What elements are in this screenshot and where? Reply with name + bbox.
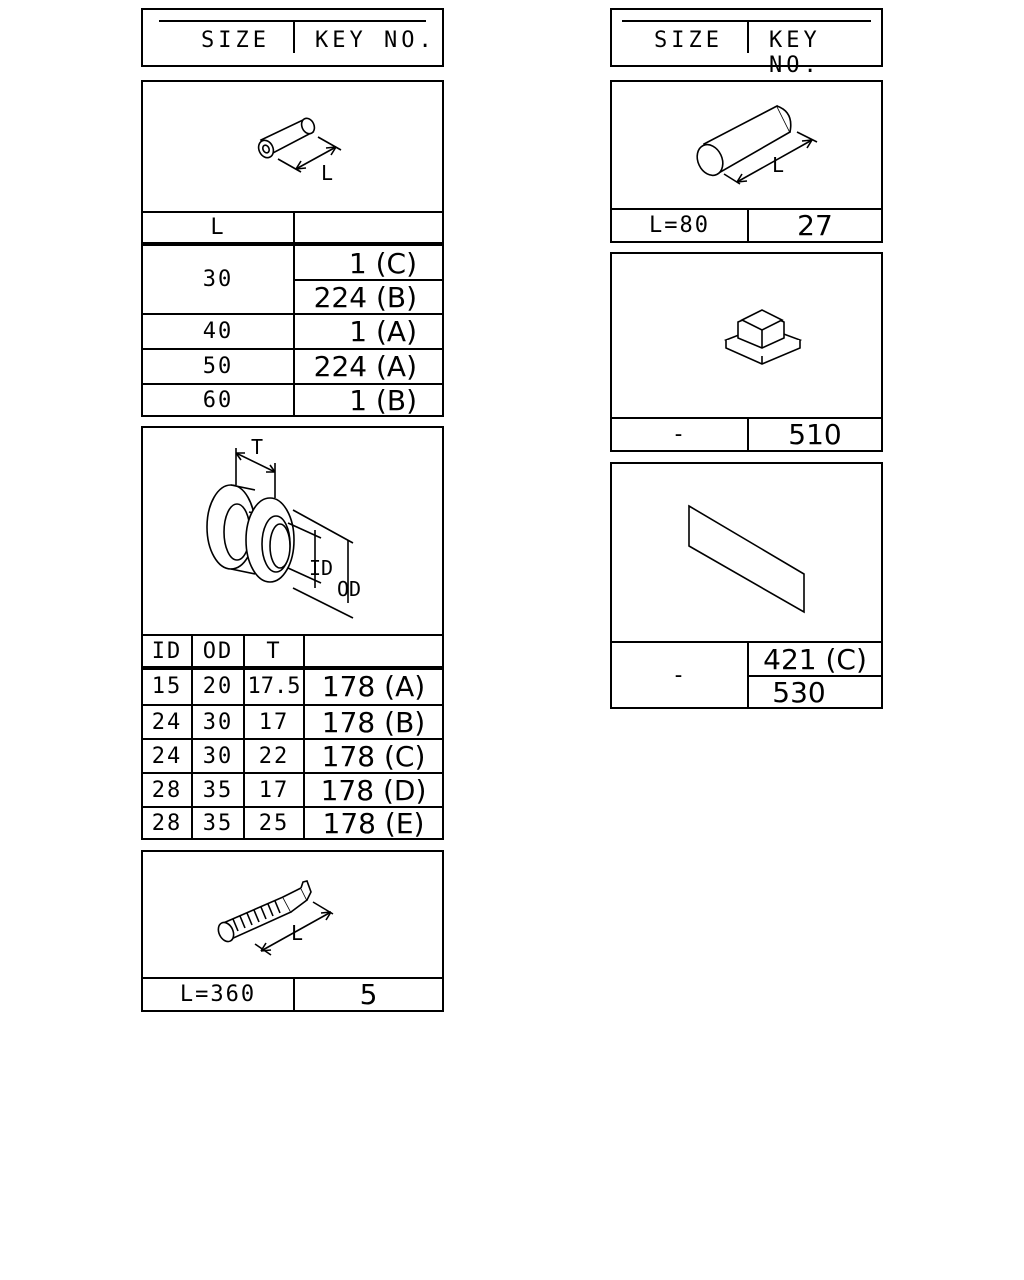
pipe-key-40: 1 (A) bbox=[349, 315, 417, 348]
grommet-row1-id: 15 bbox=[151, 674, 183, 699]
grommet-id-label: ID bbox=[309, 556, 334, 580]
grommet-row3-key: 178 (C) bbox=[321, 739, 426, 773]
grommet-row3-t: 22 bbox=[258, 743, 290, 769]
cap-size-table bbox=[610, 252, 883, 452]
pipe-illustration bbox=[143, 82, 442, 212]
grommet-row2-t: 17 bbox=[258, 709, 290, 735]
grommet-row5-t: 25 bbox=[258, 810, 290, 836]
grommet-t-label: T bbox=[251, 435, 264, 459]
grommet-row4-id: 28 bbox=[151, 777, 183, 803]
hose-length-label: L bbox=[291, 921, 304, 945]
keyno-header-label: KEY NO. bbox=[769, 28, 821, 78]
size-header-label: SIZE bbox=[654, 28, 723, 53]
pipe-key-30a: 1 (C) bbox=[348, 246, 417, 280]
cap-illustration bbox=[612, 254, 881, 418]
hose-key: 5 bbox=[359, 978, 378, 1011]
grommet-row3-od: 30 bbox=[202, 743, 234, 769]
grommet-header-t: T bbox=[266, 638, 282, 664]
left-size-keyno-header bbox=[141, 8, 444, 67]
cap-size: - bbox=[671, 422, 688, 447]
grommet-row5-key: 178 (E) bbox=[322, 806, 425, 840]
tape-size: - bbox=[671, 662, 688, 688]
cap-key: 510 bbox=[788, 418, 842, 451]
pipe-size-table bbox=[141, 80, 444, 417]
hose-size: L=360 bbox=[179, 982, 257, 1007]
grommet-row1-key: 178 (A) bbox=[321, 670, 426, 703]
pipe-size-30: 30 bbox=[202, 267, 234, 292]
tape-key-a: 421 (C) bbox=[763, 642, 867, 676]
keyno-header-label: KEY NO. bbox=[315, 28, 436, 53]
grommet-header-od: OD bbox=[202, 638, 234, 664]
pipe-col-label: L bbox=[210, 215, 226, 240]
tape-size-table bbox=[610, 462, 883, 709]
grommet-row4-od: 35 bbox=[202, 777, 234, 803]
grommet-header-id: ID bbox=[151, 638, 183, 664]
grommet-row2-key: 178 (B) bbox=[321, 705, 426, 739]
rod-length-label: L bbox=[772, 153, 785, 177]
grommet-row1-t: 17.5 bbox=[247, 674, 301, 699]
rod-size-table bbox=[610, 80, 883, 243]
pipe-size-50: 50 bbox=[202, 354, 234, 379]
size-header-label: SIZE bbox=[201, 28, 270, 53]
rod-size: L=80 bbox=[649, 213, 710, 238]
grommet-row5-od: 35 bbox=[202, 810, 234, 836]
pipe-key-50: 224 (A) bbox=[313, 350, 417, 383]
pipe-size-40: 40 bbox=[202, 319, 234, 344]
rod-illustration bbox=[612, 82, 881, 209]
grommet-row4-t: 17 bbox=[258, 777, 290, 803]
corrugated-hose-illustration bbox=[143, 852, 442, 977]
grommet-row2-od: 30 bbox=[202, 709, 234, 735]
grommet-row1-od: 20 bbox=[202, 674, 234, 699]
pipe-key-30b: 224 (B) bbox=[313, 280, 417, 314]
grommet-row4-key: 178 (D) bbox=[320, 773, 427, 807]
rod-key: 27 bbox=[797, 209, 833, 242]
grommet-row5-id: 28 bbox=[151, 810, 183, 836]
pipe-key-60: 1 (B) bbox=[349, 383, 417, 417]
grommet-illustration bbox=[143, 428, 442, 634]
grommet-row3-id: 24 bbox=[151, 743, 183, 769]
grommet-size-table bbox=[141, 426, 444, 840]
pipe-length-label: L bbox=[321, 161, 334, 185]
grommet-od-label: OD bbox=[337, 577, 362, 601]
grommet-row2-id: 24 bbox=[151, 709, 183, 735]
tape-illustration bbox=[612, 464, 881, 642]
pipe-size-60: 60 bbox=[202, 387, 234, 413]
right-size-keyno-header bbox=[610, 8, 883, 78]
hose-size-table bbox=[141, 850, 444, 1012]
tape-key-b: 530 bbox=[772, 675, 826, 709]
